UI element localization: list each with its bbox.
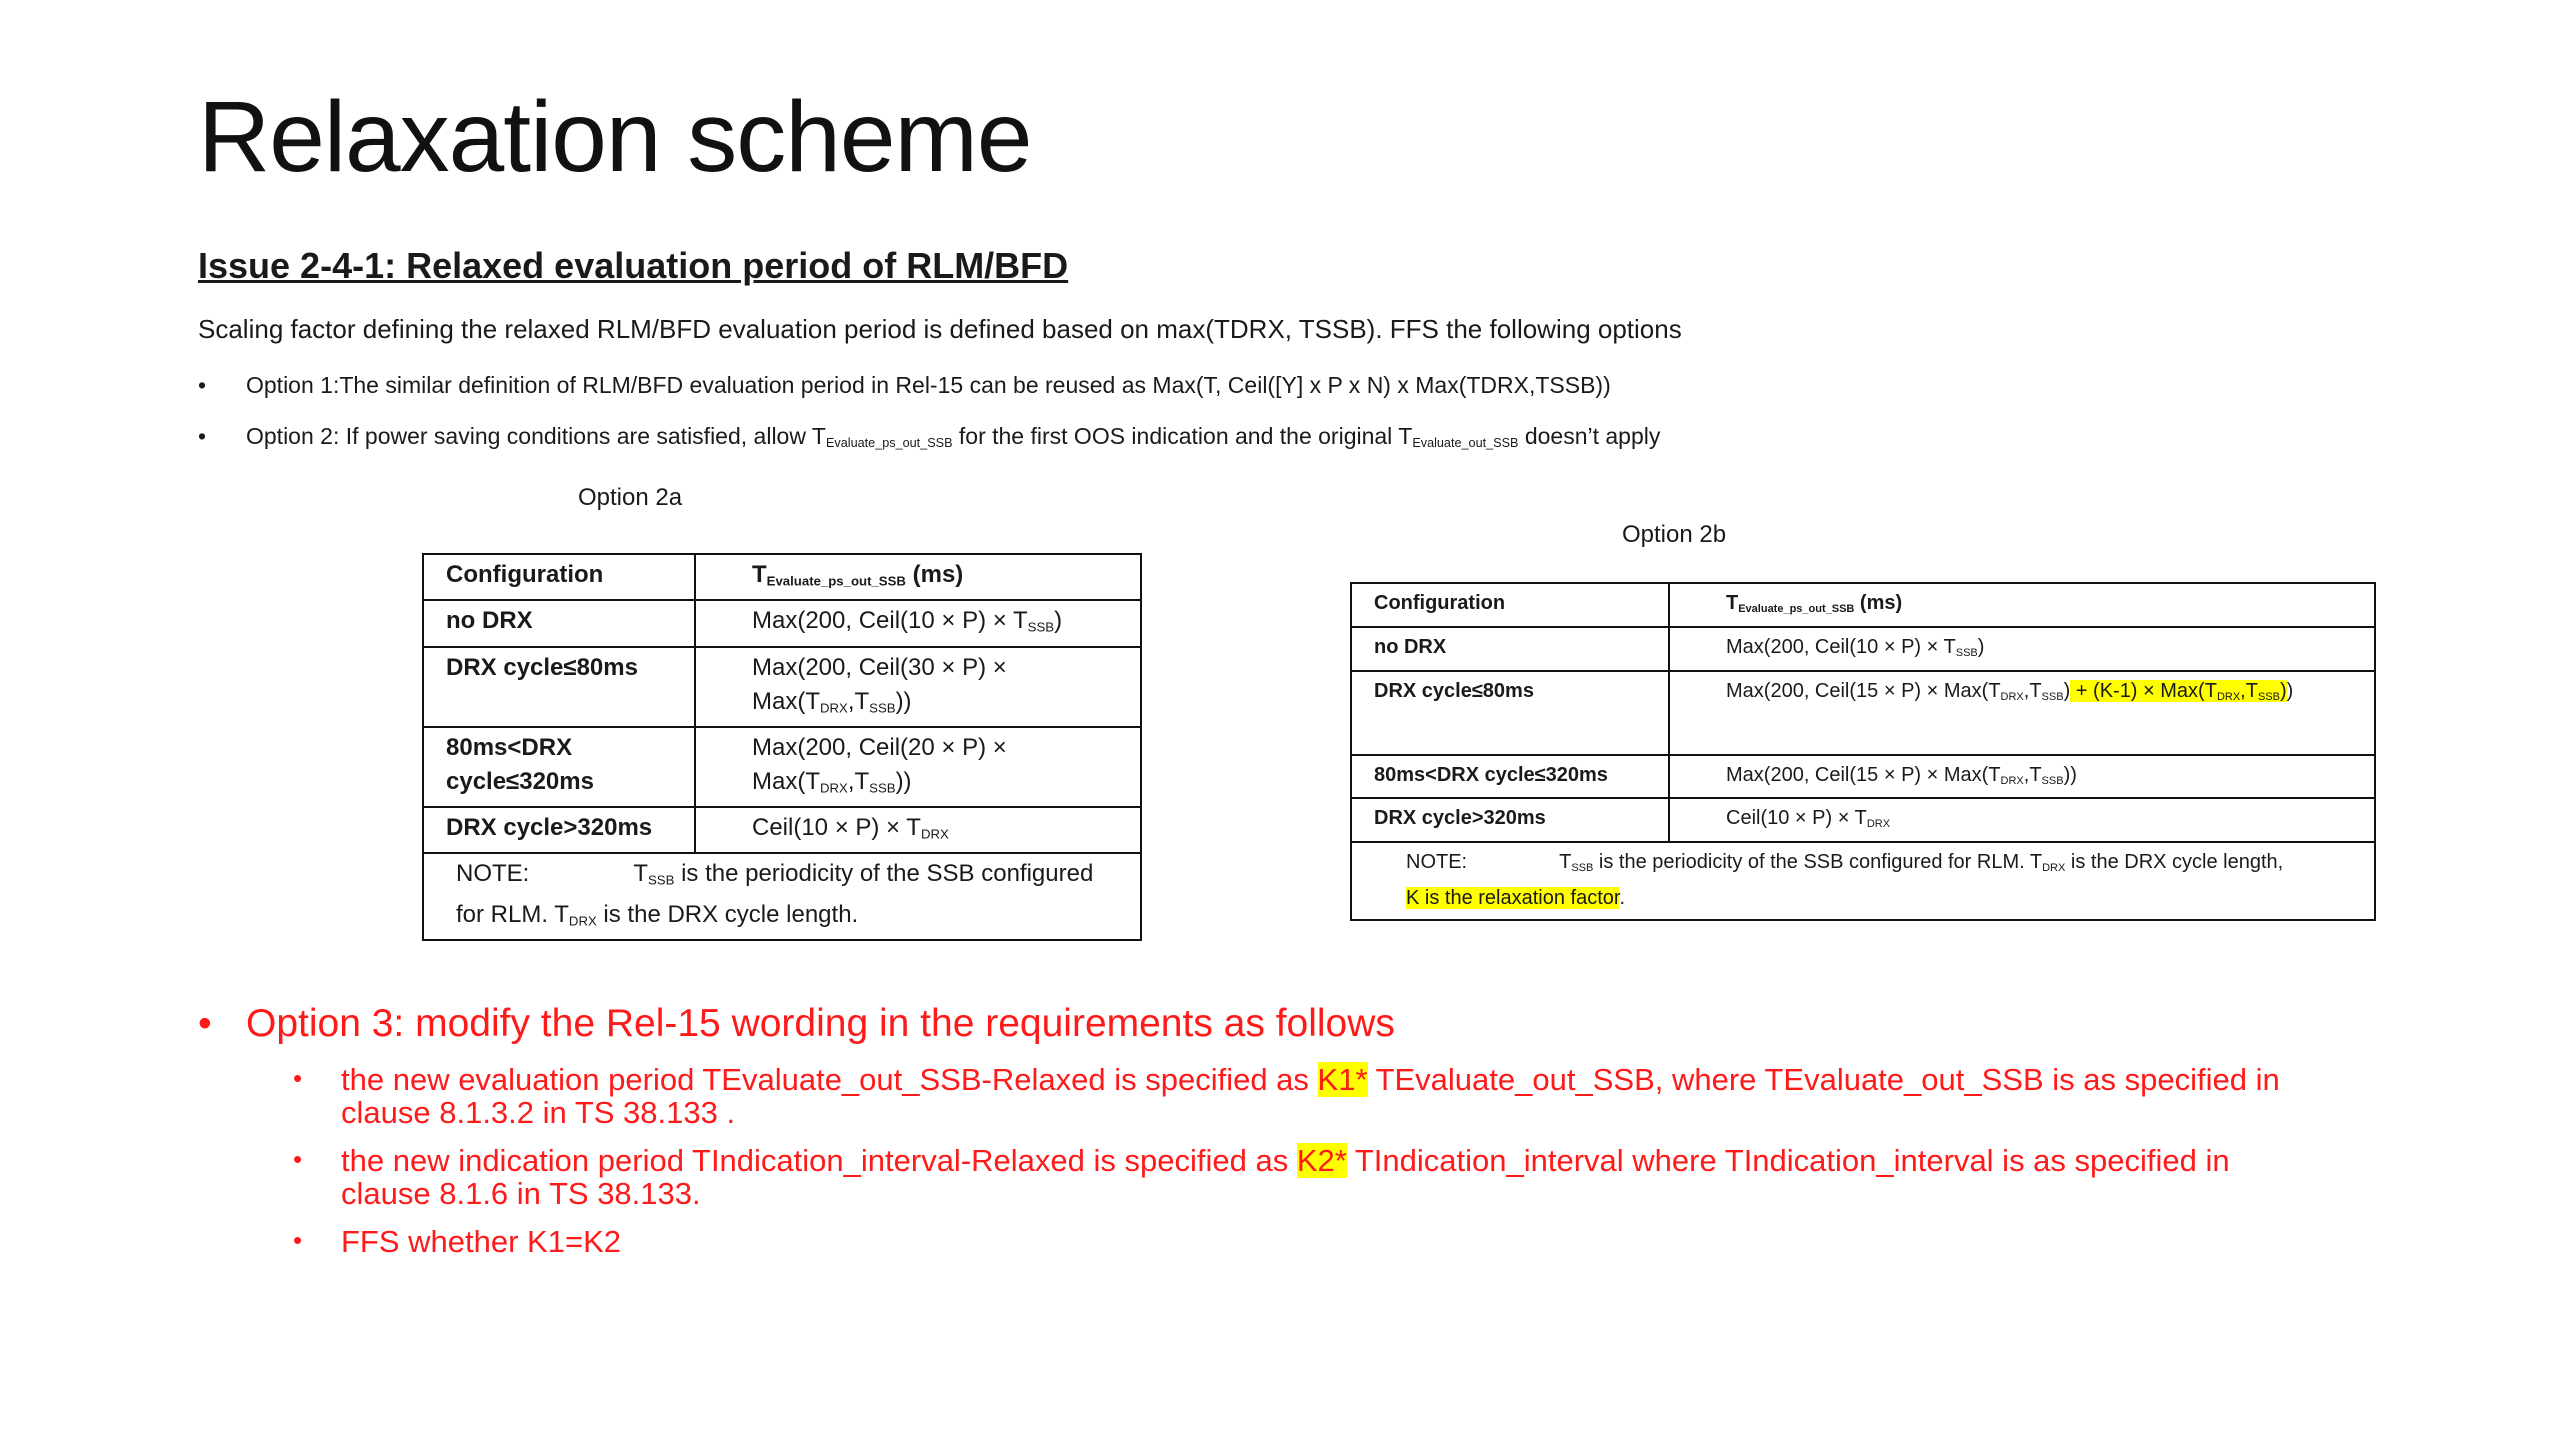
table-row (423, 600, 1141, 646)
table-note: NOTE: $T_{SSB}$ is the periodicity of the SSB configured for RLM. $T_{DRX}$ is the DRX cycle length, K is the relaxation factor. (1351, 842, 2375, 920)
intro-text: Scaling factor defining the relaxed RLM/BFD evaluation period is defined based on max(TDRX, TSSB). FFS the following options (198, 314, 1682, 344)
subitem-text: the new evaluation period TEvaluate_out_SSB-Relaxed is specified as K1* TEvaluate_out_SSB, where TEvaluate_out_SSB is as specified in clause 8.1.3.2 in TS 38.133 . (341, 1062, 2280, 1130)
bullet-icon: • (198, 423, 207, 449)
subitem-text: the new indication period TIndication_interval-Relaxed is specified as K2* TIndication_interval where TIndication_interval is as specified in clause 8.1.6 in TS 38.133. (341, 1143, 2230, 1211)
table-note-row (1351, 842, 2375, 920)
header-t-evaluate: $T_{Evaluate\_ps\_out\_SSB}$ (ms) (695, 554, 1141, 600)
option-2b-caption: Option 2b (1622, 521, 1727, 548)
row-config: DRX cycle≤80ms (423, 647, 695, 727)
bullet-icon: • (198, 1002, 212, 1045)
slide-title: Relaxation scheme (198, 81, 1032, 193)
table-row (1351, 671, 2375, 755)
table-header-row (1351, 583, 2375, 627)
bullet-icon: • (198, 372, 207, 398)
bullet-icon: • (293, 1063, 303, 1093)
row-config: DRX cycle>320ms (1351, 798, 1669, 842)
table-row (423, 647, 1141, 727)
row-config: DRX cycle≤80ms (1351, 671, 1669, 755)
table-row (1351, 755, 2375, 799)
relaxation-term-highlight: + $(K-1) \times Max(T_{DRX},T_{SSB})$ (2070, 679, 2287, 703)
table-row (1351, 627, 2375, 671)
option1-item (198, 372, 1898, 406)
option-2b-table (1350, 582, 2376, 921)
row-config: no DRX (423, 600, 695, 646)
table-note: NOTE: $T_{SSB}$ is the periodicity of the SSB configured for RLM. $T_{DRX}$ is the DRX cycle length. (423, 853, 1141, 940)
relaxation-factor-highlight: K is the relaxation factor (1406, 886, 1620, 909)
header-t-evaluate: $T_{Evaluate\_ps\_out\_SSB}$ (ms) (1669, 583, 2375, 627)
option3-subitem-3 (293, 1225, 2393, 1265)
row-value: Max(200, Ceil(15 × $P) \times Max(T_{DRX},T_{SSB})$) (1669, 755, 2375, 799)
header-configuration: Configuration (1351, 583, 1669, 627)
table-row (423, 727, 1141, 807)
row-value: Ceil(10 × $P) \times T_{DRX}$ (695, 807, 1141, 853)
row-config: 80ms<DRX cycle≤320ms (1351, 755, 1669, 799)
k1-highlight: K1* (1317, 1062, 1368, 1097)
row-config: DRX cycle>320ms (423, 807, 695, 853)
subitem-text: FFS whether K1=K2 (341, 1224, 621, 1259)
header-configuration: Configuration (423, 554, 695, 600)
row-value: Max(200, Ceil(20 × P) × $Max(T_{DRX},T_{SSB})$) (695, 727, 1141, 807)
table-note-row (423, 853, 1141, 940)
table-header-row (423, 554, 1141, 600)
option3-item (198, 1002, 2398, 1052)
row-value: Max(200, Ceil(10 × $P) \times T_{SSB}$) (1669, 627, 2375, 671)
option1-text: Option 1:The similar definition of RLM/BFD evaluation period in Rel-15 can be reused as Max(T, Ceil([Y] x P x N) x Max(TDRX,TSSB)) (246, 372, 1611, 398)
table-row (423, 807, 1141, 853)
bullet-icon: • (293, 1225, 303, 1255)
option2-item (198, 423, 1898, 463)
option3-heading: Option 3: modify the Rel-15 wording in the requirements as follows (246, 1002, 1395, 1045)
k2-highlight: K2* (1296, 1143, 1347, 1178)
option-2a-table (422, 553, 1142, 941)
row-config: no DRX (1351, 627, 1669, 671)
option-2a-caption: Option 2a (578, 484, 683, 511)
row-value: Max(200, Ceil(30 × P) × $Max(T_{DRX},T_{SSB})$) (695, 647, 1141, 727)
option3-subitem-1 (293, 1063, 2393, 1133)
option2-text: Option 2: If power saving conditions are satisfied, allow $T_{Evaluate\_ps\_out\_SSB}$ for the first OOS indication and the original $T_{Evaluate\_out\_SSB}$ doesn’t apply (246, 423, 1661, 451)
row-value: Max(200, Ceil(15 × $P) \times Max(T_{DRX},T_{SSB}) + (K-1) \times Max(T_{DRX},T_{SSB})$) (1669, 671, 2375, 755)
bullet-icon: • (293, 1144, 303, 1174)
row-value: Ceil(10 × $P) \times T_{DRX}$ (1669, 798, 2375, 842)
row-config: 80ms<DRX cycle≤320ms (423, 727, 695, 807)
row-value: Max(200, Ceil(10 × $P) \times T_{SSB}$) (695, 600, 1141, 646)
option3-subitem-2 (293, 1144, 2393, 1214)
table-row (1351, 798, 2375, 842)
issue-heading: Issue 2-4-1: Relaxed evaluation period of RLM/BFD (198, 245, 1069, 286)
